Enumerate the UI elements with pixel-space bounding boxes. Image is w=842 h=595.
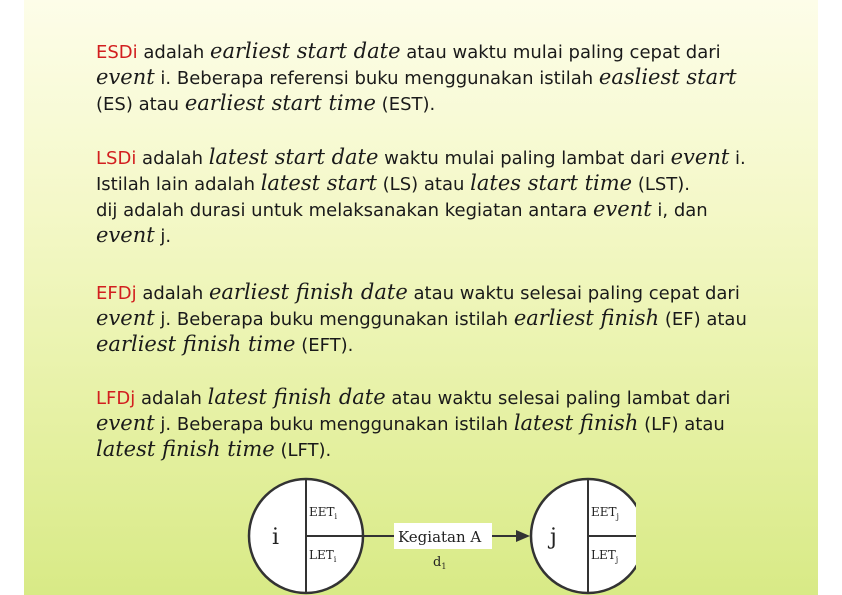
- lsd-line-3: [96, 196, 708, 222]
- slide: [24, 0, 818, 595]
- text: (LS) atau: [376, 174, 471, 195]
- text: atau waktu selesai paling lambat dari: [385, 388, 731, 409]
- italic-term: event: [96, 223, 155, 247]
- activity-label: Kegiatan A: [398, 528, 482, 546]
- text: i.: [729, 148, 746, 169]
- let-i-sub: i: [333, 555, 337, 564]
- let-j-label: [591, 548, 618, 564]
- esd-line-3: [96, 90, 435, 116]
- text: (LF) atau: [638, 414, 725, 435]
- italic-term: latest start date: [208, 145, 379, 169]
- text: dij adalah durasi untuk melaksanakan kegiatan antara: [96, 200, 593, 221]
- eet-j-label: [591, 505, 619, 521]
- text: j.: [154, 226, 172, 247]
- efd-line-2: [96, 305, 747, 331]
- lsd-line-4: [96, 222, 171, 248]
- eet-text: EET: [591, 505, 617, 519]
- text: i. Beberapa referensi buku menggunakan istilah: [154, 68, 599, 89]
- italic-term: event: [670, 145, 730, 169]
- text: (EST).: [375, 94, 436, 115]
- text: adalah: [136, 283, 209, 304]
- node-j-label: j: [550, 525, 557, 550]
- efd-line-3: [96, 331, 353, 357]
- italic-term: easliest start: [598, 65, 737, 89]
- lsd-line-1: [96, 144, 746, 170]
- node-i: [249, 479, 363, 593]
- text: atau waktu selesai paling cepat dari: [407, 283, 740, 304]
- text: adalah: [135, 388, 208, 409]
- let-text: LET: [591, 548, 616, 562]
- let-text: LET: [309, 548, 334, 562]
- text: j. Beberapa buku menggunakan istilah: [154, 414, 514, 435]
- lfd-line-1: [96, 384, 730, 410]
- lsd-term: LSDi: [96, 148, 137, 169]
- lfd-line-2: [96, 410, 725, 436]
- italic-term: earliest finish: [513, 306, 660, 330]
- italic-term: lates start time: [470, 171, 633, 195]
- esd-line-1: [96, 38, 721, 64]
- italic-term: earliest finish date: [208, 280, 408, 304]
- efd-line-1: [96, 279, 740, 305]
- text: Istilah lain adalah: [96, 174, 261, 195]
- efd-term: EFDj: [96, 283, 137, 304]
- italic-term: latest start: [260, 171, 377, 195]
- node-j: [531, 479, 636, 593]
- activity-arrow: [363, 523, 530, 571]
- text: (LFT).: [274, 440, 332, 461]
- italic-term: earliest start time: [184, 91, 376, 115]
- duration-sub: 1: [441, 562, 447, 571]
- lsd-line-2: [96, 170, 690, 196]
- let-j-sub: j: [615, 555, 619, 564]
- italic-term: event: [592, 197, 652, 221]
- italic-term: event: [96, 65, 155, 89]
- text: i, dan: [651, 200, 708, 221]
- duration-text: d: [433, 555, 442, 570]
- italic-term: latest finish: [513, 411, 639, 435]
- text: adalah: [136, 148, 209, 169]
- text: (EFT).: [295, 335, 354, 356]
- italic-term: event: [96, 306, 155, 330]
- esd-term: ESDi: [96, 42, 138, 63]
- italic-term: latest finish date: [207, 385, 386, 409]
- esd-line-2: [96, 64, 737, 90]
- eet-i-sub: i: [334, 512, 338, 521]
- lfd-term: LFDj: [96, 388, 136, 409]
- text: (EF) atau: [659, 309, 747, 330]
- node-i-label: i: [272, 525, 280, 550]
- italic-term: earliest start date: [210, 39, 401, 63]
- duration-label: [433, 555, 446, 571]
- text: (LST).: [632, 174, 691, 195]
- let-i-label: [309, 548, 337, 564]
- italic-term: earliest finish time: [96, 332, 296, 356]
- eet-i-label: [309, 505, 338, 521]
- text: atau waktu mulai paling cepat dari: [400, 42, 721, 63]
- text: waktu mulai paling lambat dari: [378, 148, 671, 169]
- lfd-line-3: [96, 436, 331, 462]
- text: (ES) atau: [96, 94, 185, 115]
- eet-text: EET: [309, 505, 335, 519]
- italic-term: event: [96, 411, 155, 435]
- text: adalah: [137, 42, 211, 63]
- event-node-diagram: [246, 476, 636, 595]
- text: j. Beberapa buku menggunakan istilah: [154, 309, 514, 330]
- italic-term: latest finish time: [96, 437, 275, 461]
- eet-j-sub: j: [616, 512, 620, 521]
